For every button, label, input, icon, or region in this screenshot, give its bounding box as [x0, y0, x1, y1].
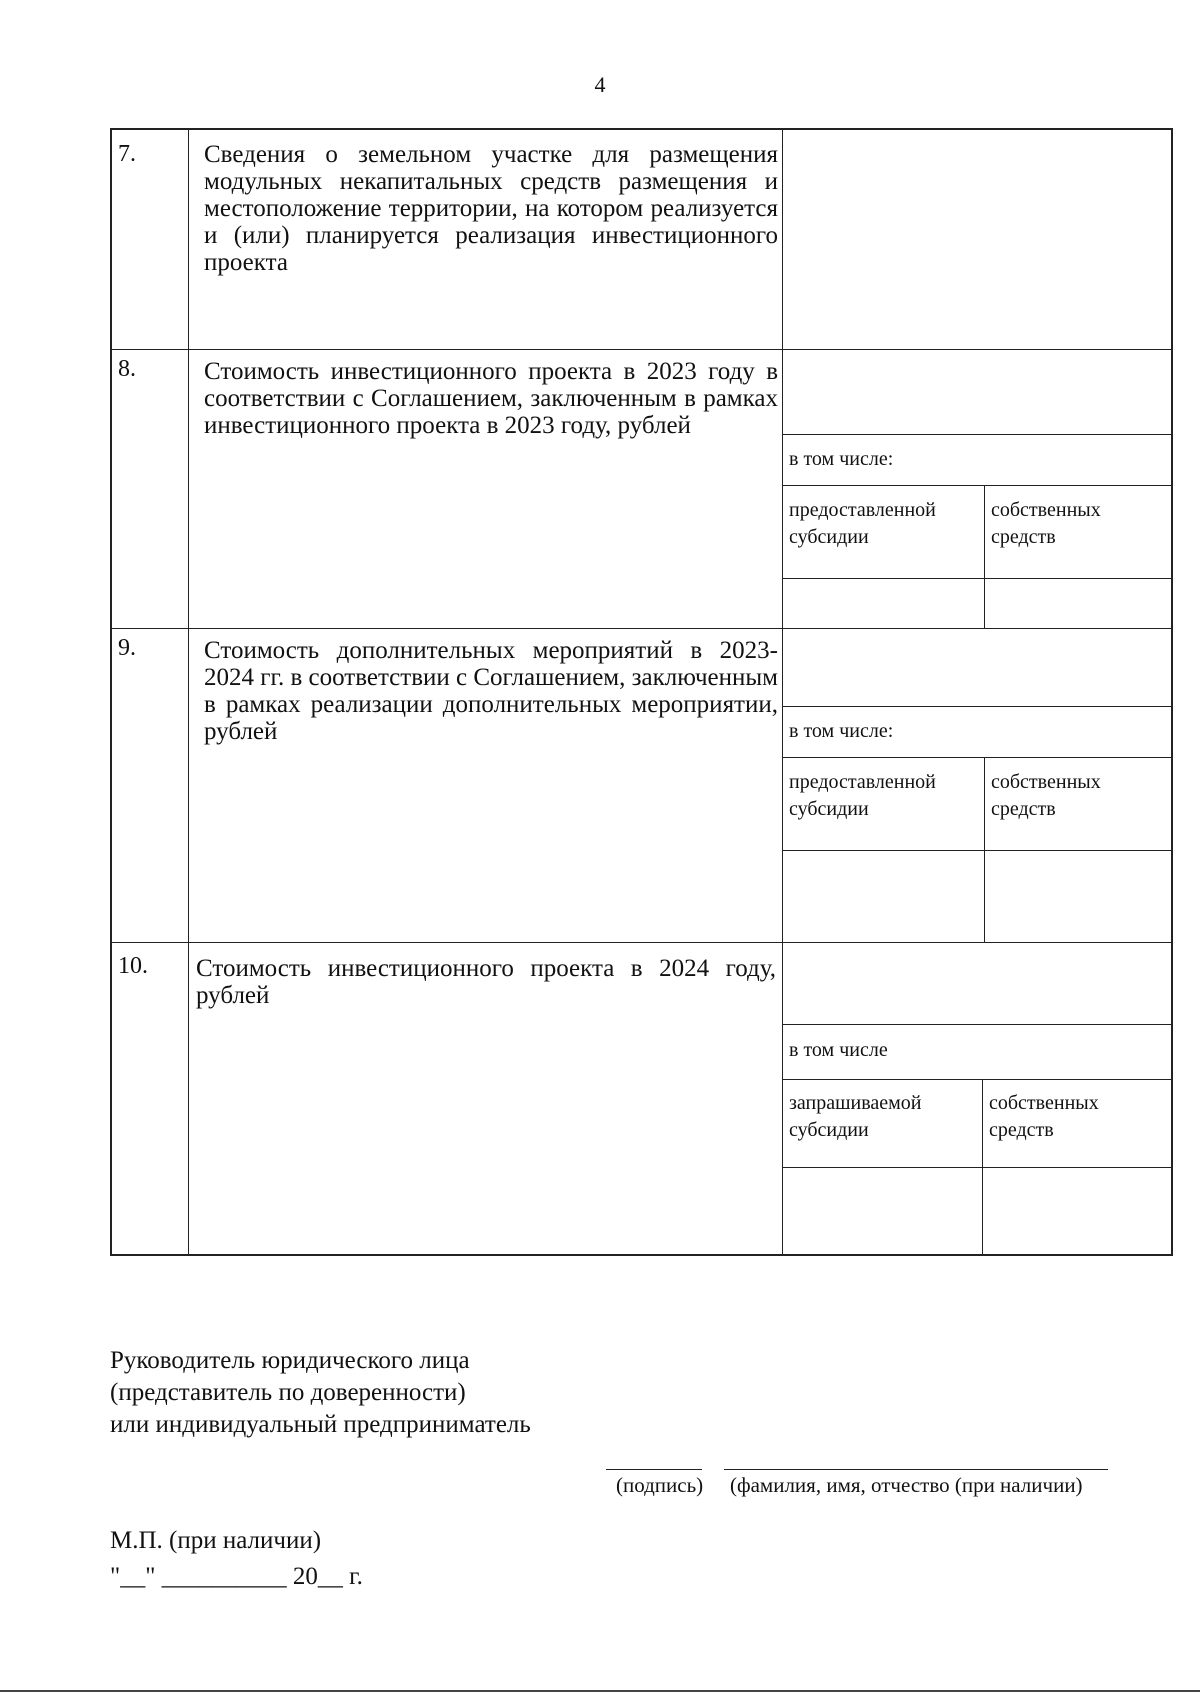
own-funds-value-field[interactable] [985, 851, 1171, 942]
signature-caption: (подпись) [616, 1473, 704, 1497]
own-funds-label: собственных средств [991, 771, 1101, 820]
subsidy-value-field[interactable] [783, 851, 984, 942]
total-value-field[interactable] [783, 943, 1171, 1024]
subsidy-value-field[interactable] [783, 1168, 982, 1254]
own-funds-label: собственных средств [991, 499, 1101, 548]
subsidy-label: предоставленной субсидии [789, 499, 936, 548]
including-label: в том числе: [789, 448, 894, 470]
including-label: в том числе [789, 1039, 888, 1061]
stamp-label: М.П. (при наличии) [110, 1527, 322, 1554]
including-label: в том числе: [789, 720, 894, 742]
date-field[interactable]: "__" __________ 20__ г. [110, 1563, 363, 1590]
full-name-caption: (фамилия, имя, отчество (при наличии) [730, 1473, 1083, 1497]
signatory-line-1: Руководитель юридического лица [110, 1347, 470, 1374]
total-value-field[interactable] [783, 350, 1171, 434]
signatory-line-3: или индивидуальный предприниматель [110, 1411, 531, 1438]
own-funds-label: собственных средств [989, 1092, 1099, 1141]
row-number: 8. [118, 356, 136, 382]
total-value-field[interactable] [783, 629, 1171, 706]
page-bottom-edge [0, 1690, 1200, 1692]
answer-field[interactable] [783, 130, 1171, 349]
own-funds-value-field[interactable] [985, 579, 1171, 628]
page-number: 4 [594, 72, 606, 97]
row-number: 9. [118, 635, 136, 661]
subsidy-label: запрашиваемой субсидии [789, 1092, 922, 1141]
subsidy-value-field[interactable] [783, 579, 984, 628]
row-description: Стоимость дополнительных мероприятий в 2023-2024 гг. в соответствии с Соглашением, заключенным в рамках реализации дополнительных мероприятии, рублей [204, 637, 778, 745]
row-number: 7. [118, 141, 136, 167]
subsidy-label: предоставленной субсидии [789, 771, 936, 820]
row-number: 10. [118, 953, 148, 979]
row-description: Стоимость инвестиционного проекта в 2023 году в соответствии с Соглашением, заключенным в рамках инвестиционного проекта в 2023 году, рублей [204, 358, 778, 439]
own-funds-value-field[interactable] [983, 1168, 1171, 1254]
signatory-block [110, 1345, 531, 1441]
signatory-line-2: (представитель по доверенности) [110, 1379, 466, 1406]
row-description: Стоимость инвестиционного проекта в 2024 году, рублей [196, 955, 776, 1009]
row-description: Сведения о земельном участке для размещения модульных некапитальных средств размещения и местоположение территории, на котором реализуется и (или) планируется реализация инвестиционного проекта [204, 141, 778, 276]
signature-field[interactable] [606, 1469, 702, 1470]
full-name-field[interactable] [724, 1469, 1108, 1470]
